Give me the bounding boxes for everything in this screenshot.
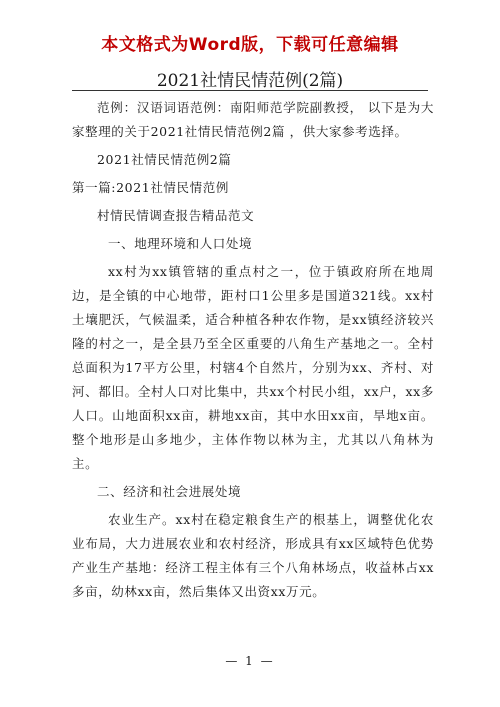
document-body [72, 96, 434, 604]
title-divider [72, 90, 428, 91]
report-title: 村情民情调查报告精品范文 [97, 208, 255, 223]
subtitle-line: 2021社情民情范例2篇 [97, 152, 232, 167]
section-heading-geography: 一、地理环境和人口处境 [108, 236, 253, 251]
part-heading: 第一篇:2021社情民情范例 [72, 180, 229, 195]
section-heading-economy: 二、经济和社会进展处境 [97, 484, 242, 499]
geography-paragraph: xx村为xx镇管辖的重点村之一，位于镇政府所在地周边，是全镇的中心地带，距村口1公里多是国道321线。xx村土壤肥沃，气候温柔，适合种植各种农作物，是xx镇经济较兴隆的村之一，是全县乃至全区重要的八角生产基地之一。全村总面积为17平方公里，村辖4个自然片，分别为xx、齐村、对河、都旧。全村人口对比集中，共xx个村民小组，xx户，xx多人口。山地面积xx亩，耕地xx亩，其中水田xx亩，旱地x亩。整个地形是山多地少，主体作物以林为主，尤其以八角林为主。 [72, 264, 434, 471]
intro-paragraph: 范例：汉语词语范例：南阳师范学院副教授， 以下是为大家整理的关于2021社情民情范例2篇 ，供大家参考选择。 [72, 100, 434, 139]
word-format-banner: 本文格式为Word版，下载可任意编辑 [101, 35, 399, 55]
document-title: 2021社情民情范例(2篇) [156, 71, 344, 91]
agriculture-paragraph: 农业生产。xx村在稳定粮食生产的根基上，调整优化农业布局，大力进展农业和农村经济，形成具有xx区域特色优势产业生产基地：经济工程主体有三个八角林场点，收益林占xx多亩，幼林xx亩，然后集体又出资xx万元。 [72, 512, 434, 599]
page-number: — 1 — [225, 654, 275, 668]
